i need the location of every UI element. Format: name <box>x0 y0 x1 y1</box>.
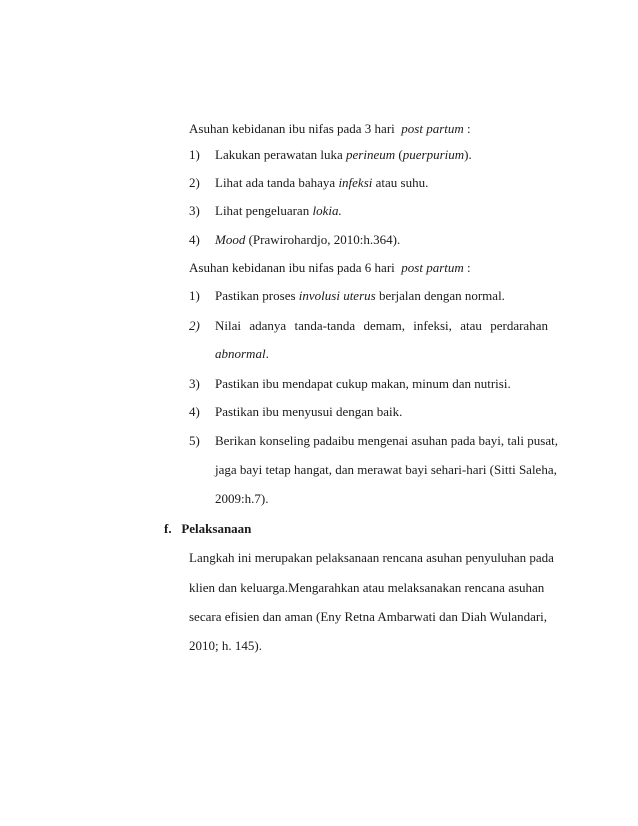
paragraph-line: secara efisien dan aman (Eny Retna Ambarwati dan Diah Wulandari, <box>189 609 548 624</box>
intro-6-hari-italic: post partum <box>401 260 464 275</box>
list-number: 2) <box>189 175 200 190</box>
list-text: Pastikan ibu menyusui dengan baik. <box>215 404 403 419</box>
italic-part: abnormal <box>215 346 266 361</box>
list-text <box>215 147 472 163</box>
intro-3-hari <box>189 121 471 137</box>
word: infeksi, <box>413 318 452 333</box>
intro-3-hari-text: Asuhan kebidanan ibu nifas pada 3 hari <box>189 121 395 136</box>
paragraph-line: Langkah ini merupakan pelaksanaan rencana asuhan penyuluhan pada <box>189 550 554 565</box>
text-part: Pastikan proses <box>215 288 299 303</box>
text-part: Lakukan perawatan luka <box>215 147 347 162</box>
text-part: Lihat ada tanda bahaya <box>215 175 339 190</box>
word: demam, <box>363 318 405 333</box>
italic-part: lokia. <box>312 203 342 218</box>
italic-part: involusi uterus <box>298 288 376 303</box>
section-heading <box>164 521 251 537</box>
list-number <box>189 318 200 334</box>
list-number: 3) <box>189 203 200 218</box>
text-part: ( <box>395 147 403 162</box>
intro-6-hari-colon: : <box>467 260 471 275</box>
word: Nilai <box>215 318 241 333</box>
list-text-continued: 2009:h.7). <box>215 491 269 506</box>
paragraph-line: 2010; h. 145). <box>189 638 262 653</box>
italic-part: infeksi <box>338 175 373 190</box>
list-number: 3) <box>189 376 200 391</box>
section-title: Pelaksanaan <box>181 521 252 536</box>
word: perdarahan <box>490 318 548 333</box>
text-part: berjalan dengan normal. <box>375 288 505 303</box>
italic-part: Mood <box>215 232 246 247</box>
list-number: 1) <box>189 147 200 162</box>
italic-number: 2) <box>189 318 200 333</box>
word: atau <box>460 318 482 333</box>
text-part: . <box>265 346 269 361</box>
list-text-continued <box>215 346 269 362</box>
list-number: 1) <box>189 288 200 303</box>
intro-6-hari-text: Asuhan kebidanan ibu nifas pada 6 hari <box>189 260 395 275</box>
text-part: (Prawirohardjo, 2010:h.364). <box>245 232 401 247</box>
text-part: Lihat pengeluaran <box>215 203 313 218</box>
list-text <box>215 232 400 248</box>
list-text-justified <box>215 318 548 334</box>
list-text <box>215 288 505 304</box>
list-number: 4) <box>189 404 200 419</box>
italic-part: perineum <box>346 147 396 162</box>
word: adanya <box>249 318 287 333</box>
list-text <box>215 203 342 219</box>
intro-3-hari-italic: post partum <box>401 121 464 136</box>
list-text-continued: jaga bayi tetap hangat, dan merawat bayi sehari-hari (Sitti Saleha, <box>215 462 557 477</box>
list-number: 4) <box>189 232 200 247</box>
list-text <box>215 175 428 191</box>
section-label: f. <box>164 521 172 536</box>
word: tanda-tanda <box>294 318 356 333</box>
list-text: Pastikan ibu mendapat cukup makan, minum dan nutrisi. <box>215 376 511 391</box>
paragraph-line: klien dan keluarga.Mengarahkan atau melaksanakan rencana asuhan <box>189 580 545 595</box>
italic-part: puerpurium <box>402 147 465 162</box>
list-text: Berikan konseling padaibu mengenai asuhan pada bayi, tali pusat, <box>215 433 558 448</box>
text-part: ). <box>464 147 472 162</box>
text-part: atau suhu. <box>372 175 429 190</box>
list-number: 5) <box>189 433 200 448</box>
intro-3-hari-colon: : <box>467 121 471 136</box>
intro-6-hari <box>189 260 471 276</box>
